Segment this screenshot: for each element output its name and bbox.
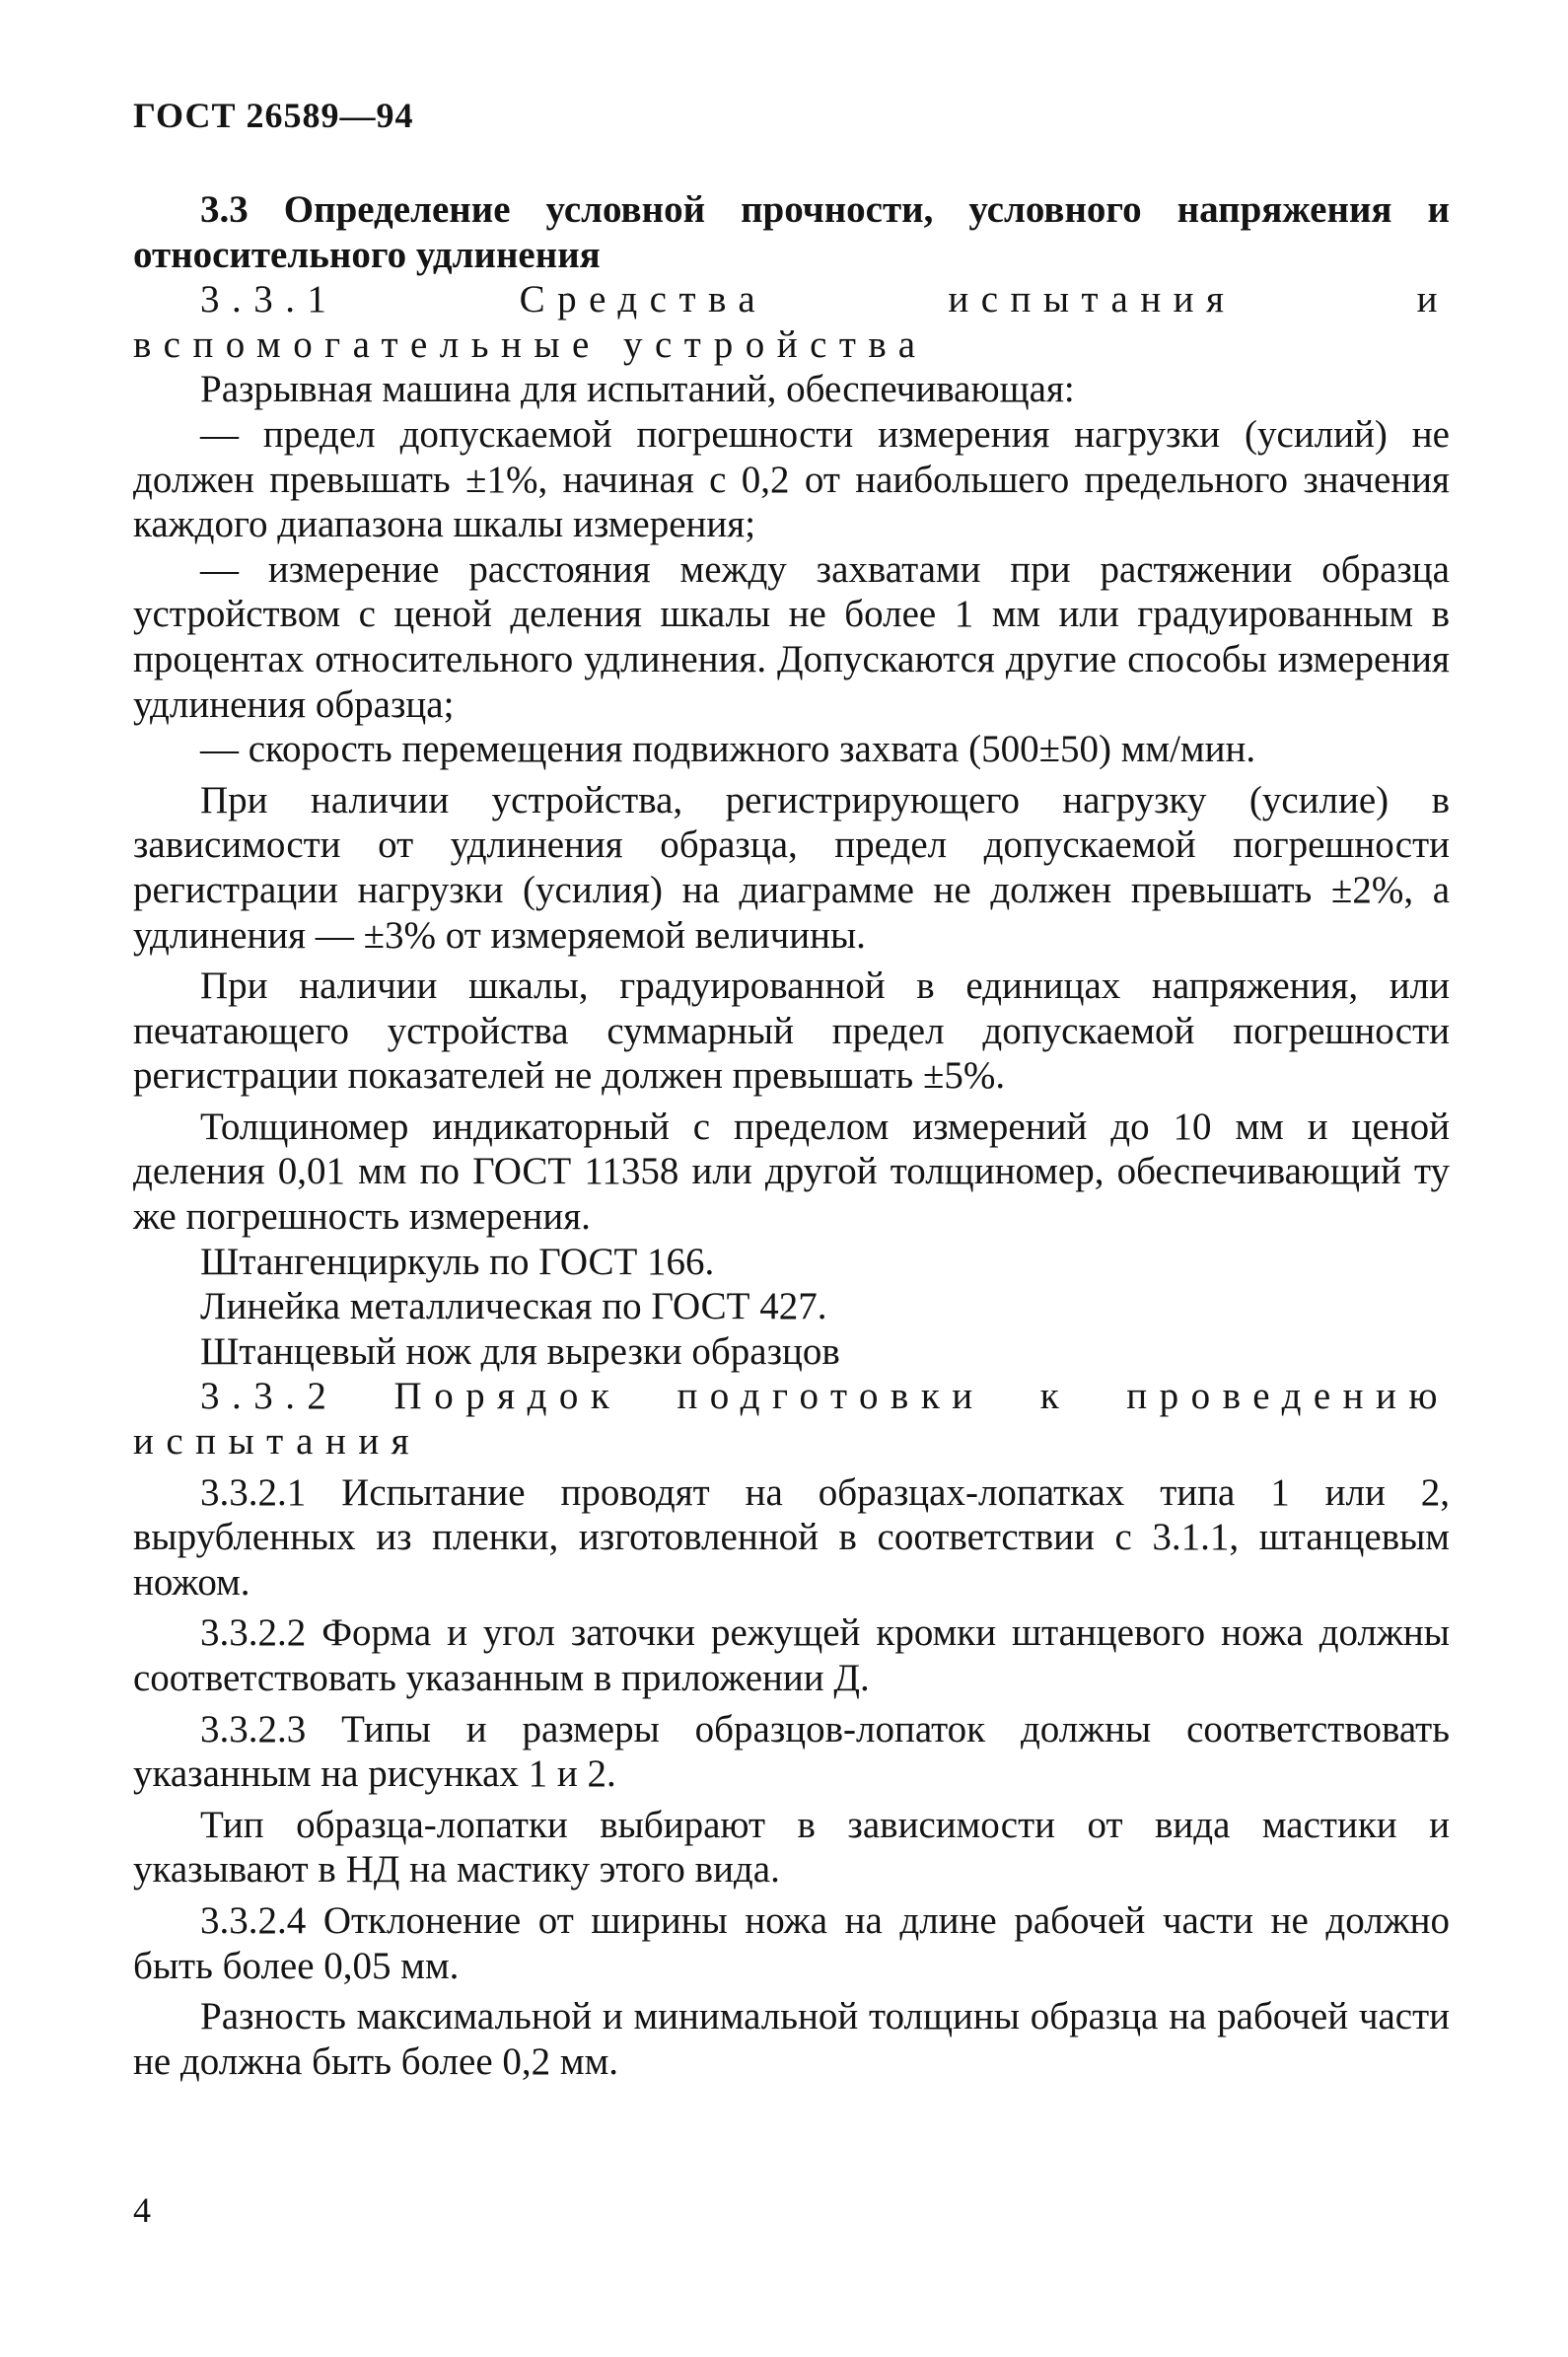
requirement-distance-measurement: — измерение расстояния между захватами при растяжении образца устройством с ценой деления шкалы не более 1 мм или градуированным в процентах относительного удлинения. Допускаются другие способы измерения удлинения образца; [133, 547, 1450, 726]
document-body [133, 187, 1450, 2084]
paragraph-recording-device: При наличии устройства, регистрирующего нагрузку (усилие) в зависимости от удлинения образца, предел допускаемой погрешности регистрации нагрузки (усилия) на диаграмме не должен превышать ±2%, а удлинения — ±3% от измеряемой величины. [133, 778, 1450, 957]
subsection-title: Средства испытания и вспомогательные устройства [133, 278, 1450, 366]
paragraph-3-3-2-2: 3.3.2.2 Форма и угол заточки режущей кромки штанцевого ножа должны соответствовать указанным в приложении Д. [133, 1611, 1450, 1699]
requirement-grip-speed: — скорость перемещения подвижного захвата (500±50) мм/мин. [200, 728, 1256, 771]
item-die-knife: Штанцевый нож для вырезки образцов [200, 1329, 840, 1373]
subsection-number: 3.3.2 [200, 1375, 339, 1418]
section-title: 3.3 Определение условной прочности, условного напряжения и относительного удлинения [133, 188, 1450, 276]
requirement-load-accuracy: — предел допускаемой погрешности измерения нагрузки (усилий) не должен превышать ±1%, начиная с 0,2 от наибольшего предельного значения каждого диапазона шкалы измерения; [133, 412, 1450, 546]
standard-header: ГОСТ 26589—94 [133, 96, 414, 135]
paragraph-thickness-gauge: Толщиномер индикаторный с пределом измерений до 10 мм и ценой деления 0,01 мм по ГОСТ 11358 или другой толщиномер, обеспечивающий ту же погрешность измерения. [133, 1105, 1450, 1239]
item-ruler: Линейка металлическая по ГОСТ 427. [200, 1285, 827, 1328]
paragraph-3-3-2-4: 3.3.2.4 Отклонение от ширины ножа на длине рабочей части не должно быть более 0,05 мм. [133, 1898, 1450, 1987]
page-number: 4 [133, 2190, 151, 2230]
paragraph-specimen-type: Тип образца-лопатки выбирают в зависимости от вида мастики и указывают в НД на мастику этого вида. [133, 1803, 1450, 1892]
paragraph-3-3-2-3: 3.3.2.3 Типы и размеры образцов-лопаток должны соответствовать указанным на рисунках 1 и 2. [133, 1707, 1450, 1796]
paragraph-3-3-2-1: 3.3.2.1 Испытание проводят на образцах-лопатках типа 1 или 2, вырубленных из пленки, изготовленной в соответствии с 3.1.1, штанцевым ножом. [133, 1470, 1450, 1604]
subsection-number: 3.3.1 [200, 278, 339, 321]
paragraph-thickness-difference: Разность максимальной и минимальной толщины образца на рабочей части не должна быть более 0,2 мм. [133, 1995, 1450, 2083]
machine-intro: Разрывная машина для испытаний, обеспечивающая: [200, 368, 1075, 411]
subsection-heading-3-3-2 [133, 1374, 1450, 1464]
subsection-title: Порядок подготовки к проведению испытания [133, 1375, 1450, 1464]
paragraph-stress-scale: При наличии шкалы, градуированной в единицах напряжения, или печатающего устройства суммарный предел допускаемой погрешности регистрации показателей не должен превышать ±5%. [133, 964, 1450, 1098]
subsection-heading-3-3-1 [133, 277, 1450, 367]
item-caliper: Штангенциркуль по ГОСТ 166. [200, 1240, 715, 1283]
